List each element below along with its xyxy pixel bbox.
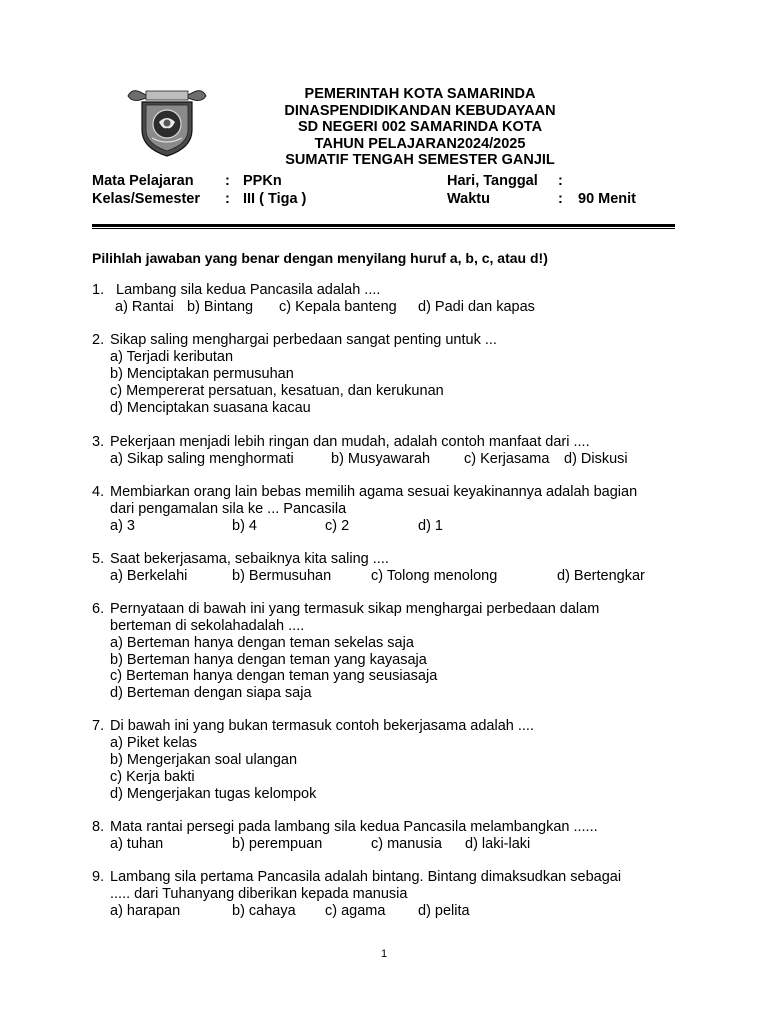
option-b: b) 4	[232, 518, 257, 534]
option-b: b) Berteman hanya dengan teman yang kayasaja	[110, 652, 427, 668]
header-line-school: SD NEGERI 002 SAMARINDA KOTA	[297, 119, 543, 135]
option-c: c) manusia	[371, 836, 442, 852]
option-d: d) 1	[418, 518, 443, 534]
option-a: a) Rantai	[115, 299, 174, 315]
header-line-school-year: TAHUN PELAJARAN2024/2025	[314, 135, 526, 152]
samarinda-emblem-logo	[126, 86, 208, 158]
question-number: 5.	[92, 551, 105, 567]
question-number: 6.	[92, 601, 105, 617]
option-d: d) Mengerjakan tugas kelompok	[110, 786, 317, 802]
option-b: b) Mengerjakan soal ulangan	[110, 752, 298, 768]
option-c: c) Berteman hanya dengan teman yang seusiasaja	[110, 668, 438, 684]
class-label: Kelas/Semester	[92, 191, 201, 207]
question-text: Pernyataan di bawah ini yang termasuk sikap menghargai perbedaan dalam	[110, 601, 600, 617]
question-number: 3.	[92, 434, 105, 450]
option-d: d) laki-laki	[465, 836, 531, 852]
question-number: 8.	[92, 819, 105, 835]
option-c: c) Kepala banteng	[279, 299, 397, 315]
header-line-department: DINASPENDIDIKANDAN KEBUDAYAAN	[284, 102, 556, 119]
option-b: b) Bermusuhan	[232, 568, 332, 584]
option-a: a) tuhan	[110, 836, 164, 852]
header-line-exam-title: SUMATIF TENGAH SEMESTER GANJIL	[285, 152, 555, 168]
question-text-continued: berteman di sekolahadalah ....	[110, 618, 305, 634]
class-colon: :	[225, 191, 230, 207]
option-c: c) Tolong menolong	[371, 568, 498, 584]
option-c: c) 2	[325, 518, 350, 534]
option-d: d) Berteman dengan siapa saja	[110, 685, 312, 701]
question-text: Di bawah ini yang bukan termasuk contoh bekerjasama adalah ....	[110, 718, 534, 734]
question-text: Mata rantai persegi pada lambang sila kedua Pancasila melambangkan ......	[110, 819, 598, 835]
subject-colon: :	[225, 173, 230, 189]
header-divider-thin	[92, 228, 675, 229]
question-number: 1.	[92, 282, 105, 298]
question-number: 4.	[92, 484, 105, 500]
option-d: d) pelita	[418, 903, 470, 919]
option-c: c) Mempererat persatuan, kesatuan, dan kerukunan	[110, 383, 444, 399]
option-a: a) Berkelahi	[110, 568, 188, 584]
option-b: b) cahaya	[232, 903, 296, 919]
question-number: 7.	[92, 718, 105, 734]
question-text-continued: ..... dari Tuhanyang diberikan kepada manusia	[110, 886, 408, 902]
option-b: b) perempuan	[232, 836, 323, 852]
option-d: d) Bertengkar	[557, 568, 645, 584]
question-number: 9.	[92, 869, 105, 885]
option-a: a) Piket kelas	[110, 735, 198, 751]
header-line-government: PEMERINTAH KOTA SAMARINDA	[304, 86, 536, 102]
subject-value: PPKn	[243, 173, 282, 189]
question-number: 2.	[92, 332, 105, 348]
question-text-continued: dari pengamalan sila ke ... Pancasila	[110, 501, 347, 517]
question-text: Sikap saling menghargai perbedaan sangat penting untuk ...	[110, 332, 497, 348]
option-b: b) Musyawarah	[331, 451, 431, 467]
time-value: 90 Menit	[578, 191, 637, 207]
option-a: a) Berteman hanya dengan teman sekelas saja	[110, 635, 414, 651]
question-text: Membiarkan orang lain bebas memilih agama sesuai keyakinannya adalah bagian	[110, 484, 638, 500]
exam-header	[250, 86, 590, 169]
date-colon: :	[558, 173, 563, 189]
instruction-text: Pilihlah jawaban yang benar dengan menyilang huruf a, b, c, atau d!)	[92, 250, 548, 266]
subject-label: Mata Pelajaran	[92, 173, 194, 189]
option-a: a) 3	[110, 518, 135, 534]
option-c: c) Kerjasama	[464, 451, 550, 467]
question-text: Saat bekerjasama, sebaiknya kita saling ....	[110, 551, 389, 567]
option-c: c) agama	[325, 903, 386, 919]
question-text: Lambang sila pertama Pancasila adalah bintang. Bintang dimaksudkan sebagai	[110, 869, 622, 885]
option-a: a) Terjadi keributan	[110, 349, 234, 365]
page-number: 1	[380, 948, 388, 960]
time-colon: :	[558, 191, 563, 207]
option-b: b) Menciptakan permusuhan	[110, 366, 294, 382]
option-b: b) Bintang	[187, 299, 254, 315]
header-divider-thick	[92, 224, 675, 227]
question-text: Lambang sila kedua Pancasila adalah ....	[116, 282, 381, 298]
option-a: a) harapan	[110, 903, 181, 919]
class-value: III ( Tiga )	[243, 191, 307, 207]
time-label: Waktu	[447, 191, 490, 207]
option-d: d) Menciptakan suasana kacau	[110, 400, 311, 416]
date-label: Hari, Tanggal	[447, 173, 538, 189]
option-d: d) Padi dan kapas	[418, 299, 535, 315]
option-c: c) Kerja bakti	[110, 769, 195, 785]
question-text: Pekerjaan menjadi lebih ringan dan mudah, adalah contoh manfaat dari ....	[110, 434, 590, 450]
option-a: a) Sikap saling menghormati	[110, 451, 294, 467]
option-d: d) Diskusi	[564, 451, 628, 467]
